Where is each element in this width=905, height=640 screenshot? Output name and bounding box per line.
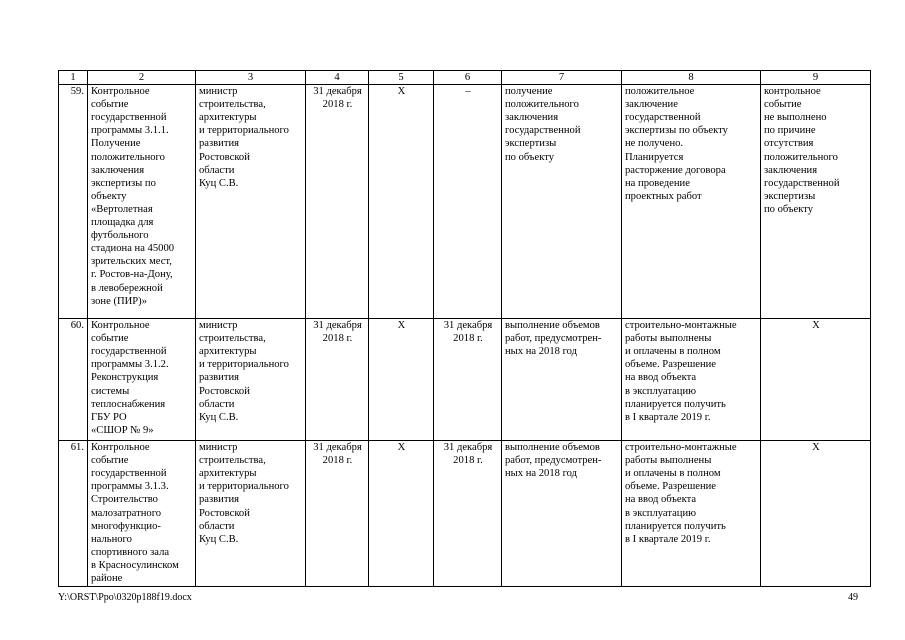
planned-result-cell: получение положительного заключения государственной экспертизы по объекту [502, 85, 622, 319]
actual-result-cell: строительно-монтажные работы выполнены и оплачены в полном объеме. Разрешение на ввод объекта в эксплуатацию планируется получить в I квартале 2019 г. [622, 441, 761, 587]
reason-cell: контрольное событие не выполнено по причине отсутствия положительного заключения государственной экспертизы по объекту [761, 85, 871, 319]
column-header: 9 [761, 71, 871, 85]
planned-result-cell: выполнение объемов работ, предусмотрен- ных на 2018 год [502, 441, 622, 587]
column-6-cell: – [434, 85, 502, 319]
table-row [59, 441, 871, 587]
column-header: 4 [306, 71, 369, 85]
responsible-cell: министр строительства, архитектуры и территориального развития Ростовской области Куц С.В. [196, 441, 306, 587]
document-table [58, 70, 871, 587]
column-header: 8 [622, 71, 761, 85]
control-event-cell: Контрольное событие государственной программы 3.1.2. Реконструкция системы теплоснабжения ГБУ РО «СШОР № 9» [88, 319, 196, 441]
footer-file-path: Y:\ORST\Ppo\0320p188f19.docx [58, 592, 192, 603]
column-5-cell: X [369, 319, 434, 441]
row-number: 61. [59, 441, 88, 587]
column-5-cell: X [369, 85, 434, 319]
row-number: 59. [59, 85, 88, 319]
control-event-cell: Контрольное событие государственной программы 3.1.1. Получение положительного заключения экспертизы по объекту «Вертолетная площадка для футбольного стадиона на 45000 зрительских мест, г. Ростов-на-Дону, в левобережной зоне (ПИР)» [88, 85, 196, 319]
table-header-row [59, 71, 871, 85]
column-header: 2 [88, 71, 196, 85]
control-event-cell: Контрольное событие государственной программы 3.1.3. Строительство малозатратного многофункцио- нального спортивного зала в Красносулинском районе [88, 441, 196, 587]
responsible-cell: министр строительства, архитектуры и территориального развития Ростовской области Куц С.В. [196, 319, 306, 441]
planned-result-cell: выполнение объемов работ, предусмотрен- ных на 2018 год [502, 319, 622, 441]
reason-cell: X [761, 319, 871, 441]
table-row [59, 85, 871, 319]
column-header: 5 [369, 71, 434, 85]
page-number: 49 [848, 592, 858, 603]
column-header: 3 [196, 71, 306, 85]
column-header: 1 [59, 71, 88, 85]
column-header: 7 [502, 71, 622, 85]
plan-date-cell: 31 декабря 2018 г. [306, 85, 369, 319]
column-header: 6 [434, 71, 502, 85]
plan-date-cell: 31 декабря 2018 г. [306, 441, 369, 587]
plan-date-cell: 31 декабря 2018 г. [306, 319, 369, 441]
column-5-cell: X [369, 441, 434, 587]
table-row [59, 319, 871, 441]
column-6-cell: 31 декабря 2018 г. [434, 441, 502, 587]
actual-result-cell: положительное заключение государственной экспертизы по объекту не получено. Планируется расторжение договора на проведение проектных работ [622, 85, 761, 319]
row-number: 60. [59, 319, 88, 441]
actual-result-cell: строительно-монтажные работы выполнены и оплачены в полном объеме. Разрешение на ввод объекта в эксплуатацию планируется получить в I квартале 2019 г. [622, 319, 761, 441]
reason-cell: X [761, 441, 871, 587]
responsible-cell: министр строительства, архитектуры и территориального развития Ростовской области Куц С.В. [196, 85, 306, 319]
column-6-cell: 31 декабря 2018 г. [434, 319, 502, 441]
